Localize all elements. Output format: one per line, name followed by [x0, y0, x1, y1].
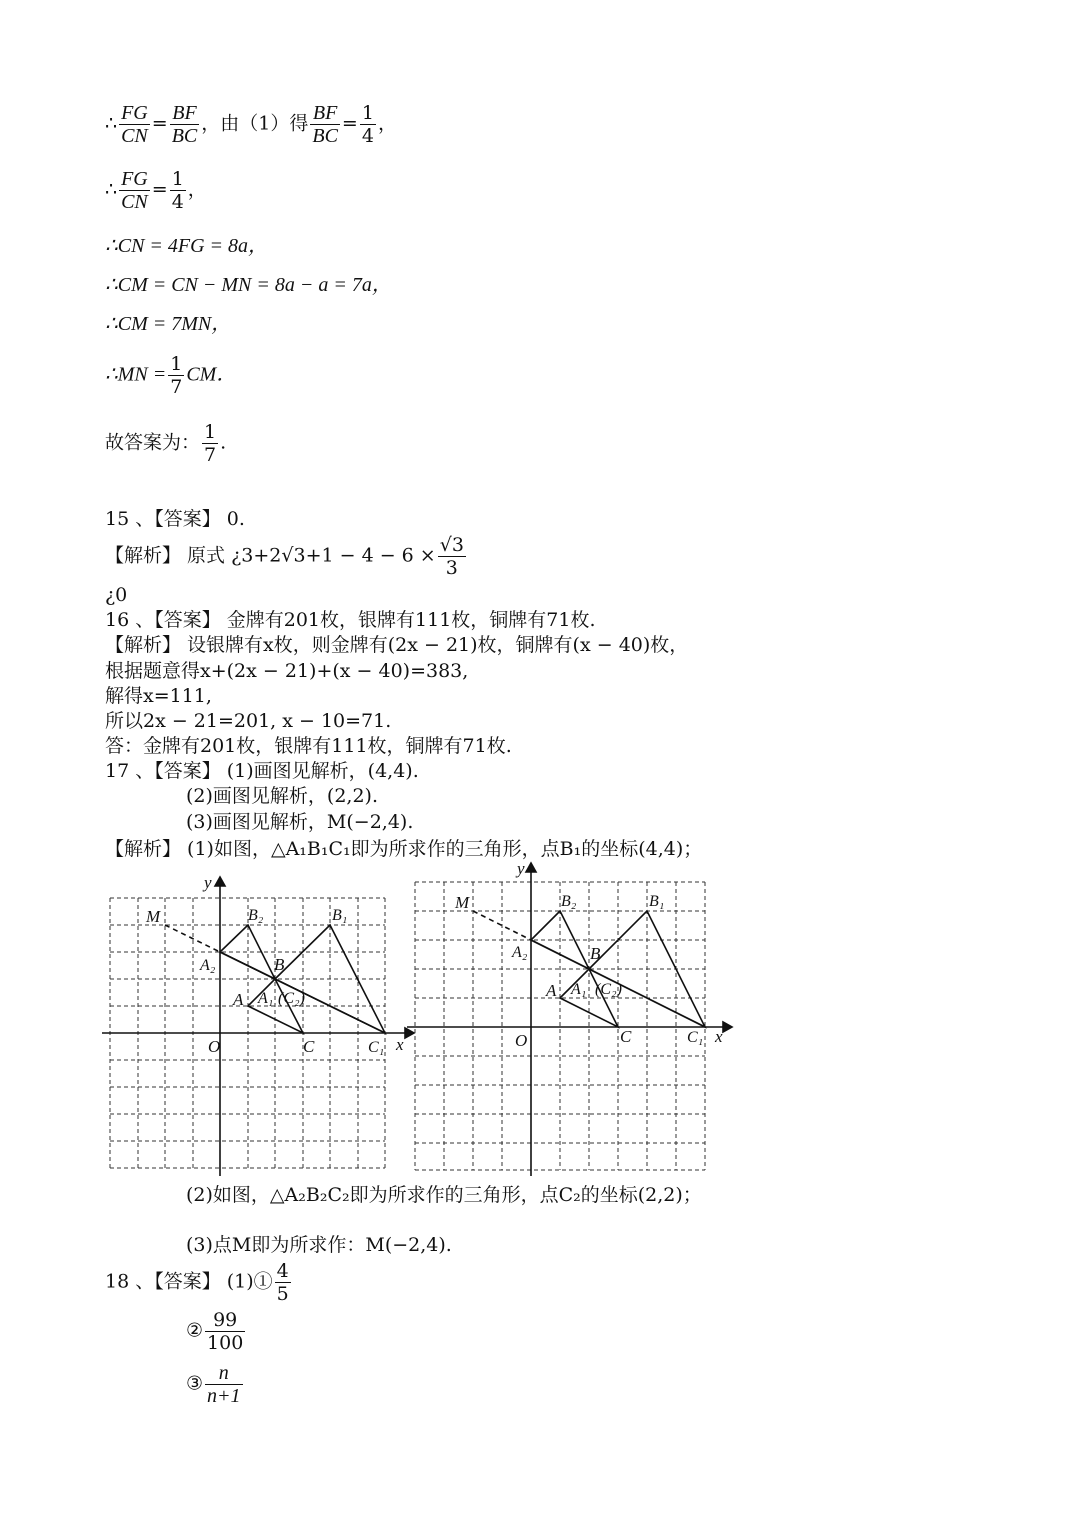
step-4: ∴CM = CN − MN = 8a − a = 7a， [105, 274, 392, 296]
step-6: ∴MN = $\frac{1}{7}$ CM． [105, 353, 237, 398]
origin-label: O [208, 1037, 221, 1056]
label-A2: A₂ [200, 957, 216, 974]
q17-answer-3: (3)画图见解析，M(−2,4). [186, 811, 414, 833]
q17-answer: 17 、【答案】 (1)画图见解析，(4,4). [105, 760, 419, 782]
step-3: ∴CN = 4FG = 8a， [105, 235, 269, 257]
label-B: B [274, 955, 285, 974]
q18-answer: 18 、【答案】 (1)① $\frac{4}{5}$ [105, 1260, 289, 1305]
label-B: B [590, 944, 601, 963]
final-answer-14: 故答案为： $\frac{1}{7}$ . [105, 421, 227, 466]
q17-analysis: 【解析】 (1)如图，△A₁B₁C₁即为所求作的三角形，点B₁的坐标(4,4)； [105, 838, 703, 860]
q16-analysis-1: 【解析】 设银牌有x枚，则金牌有(2x − 21)枚，铜牌有(x − 40)枚， [105, 634, 689, 656]
q16-analysis-3: 解得x=111, [105, 685, 212, 707]
label-M: M [146, 907, 161, 926]
label-A: A [233, 990, 244, 1009]
step-1: ∴ $\frac{FG}{CN}$ = $\frac{BF}{BC}$ ，由（1）得 $\frac{BF}{BC}$ = $\frac{1}{4}$ ， [105, 102, 397, 147]
label-B1: B₁ [332, 907, 348, 924]
x-axis-label: x [396, 1035, 404, 1054]
q16-analysis-4: 所以2x − 21=201, x − 10=71. [105, 710, 392, 732]
q17-part-2: (2)如图，△A₂B₂C₂即为所求作的三角形，点C₂的坐标(2,2)； [186, 1184, 702, 1206]
label-A1: A₁ [258, 990, 274, 1007]
label-M: M [455, 893, 470, 912]
label-C: C [303, 1037, 315, 1056]
label-C2: (C₂) [595, 981, 622, 998]
label-B2: B₂ [248, 907, 264, 924]
q18-item-2: ② $\frac{99}{100}$ [186, 1309, 244, 1354]
q15-answer: 15 、【答案】 0. [105, 508, 245, 530]
y-axis-label: y [204, 873, 212, 892]
label-B1: B₁ [649, 893, 665, 910]
q17-part-3: (3)点M即为所求作：M(−2,4). [186, 1234, 452, 1256]
origin-label: O [515, 1031, 528, 1050]
label-C1: C₁ [687, 1029, 704, 1046]
label-A1: A₁ [571, 981, 587, 998]
step-5: ∴CM = 7MN， [105, 313, 232, 335]
q15-result: ¿0 [105, 584, 128, 606]
label-A: A [546, 981, 557, 1000]
q16-analysis-2: 根据题意得x+(2x − 21)+(x − 40)=383, [105, 660, 469, 682]
q17-answer-2: (2)画图见解析，(2,2). [186, 785, 378, 807]
label-C1: C₁ [368, 1039, 385, 1056]
q15-analysis: 【解析】 原式 ¿3+2√3+1 − 4 − 6 × $\frac{√3}{3}$ [105, 534, 464, 579]
q16-answer: 16 、【答案】 金牌有201枚，银牌有111枚，铜牌有71枚. [105, 609, 596, 631]
label-A2: A₂ [512, 944, 528, 961]
label-C: C [620, 1027, 632, 1046]
coordinate-figure-1 [100, 872, 420, 1182]
label-B2: B₂ [561, 893, 577, 910]
coordinate-figure-2 [405, 858, 735, 1178]
step-2: ∴ $\frac{FG}{CN}$ = $\frac{1}{4}$ ， [105, 168, 207, 213]
y-axis-label: y [517, 859, 525, 878]
q18-item-3: ③ $\frac{n}{n+1}$ [186, 1362, 241, 1407]
x-axis-label: x [715, 1027, 723, 1046]
label-C2: (C₂) [278, 990, 305, 1007]
q16-analysis-5: 答：金牌有201枚，银牌有111枚，铜牌有71枚. [105, 735, 512, 757]
